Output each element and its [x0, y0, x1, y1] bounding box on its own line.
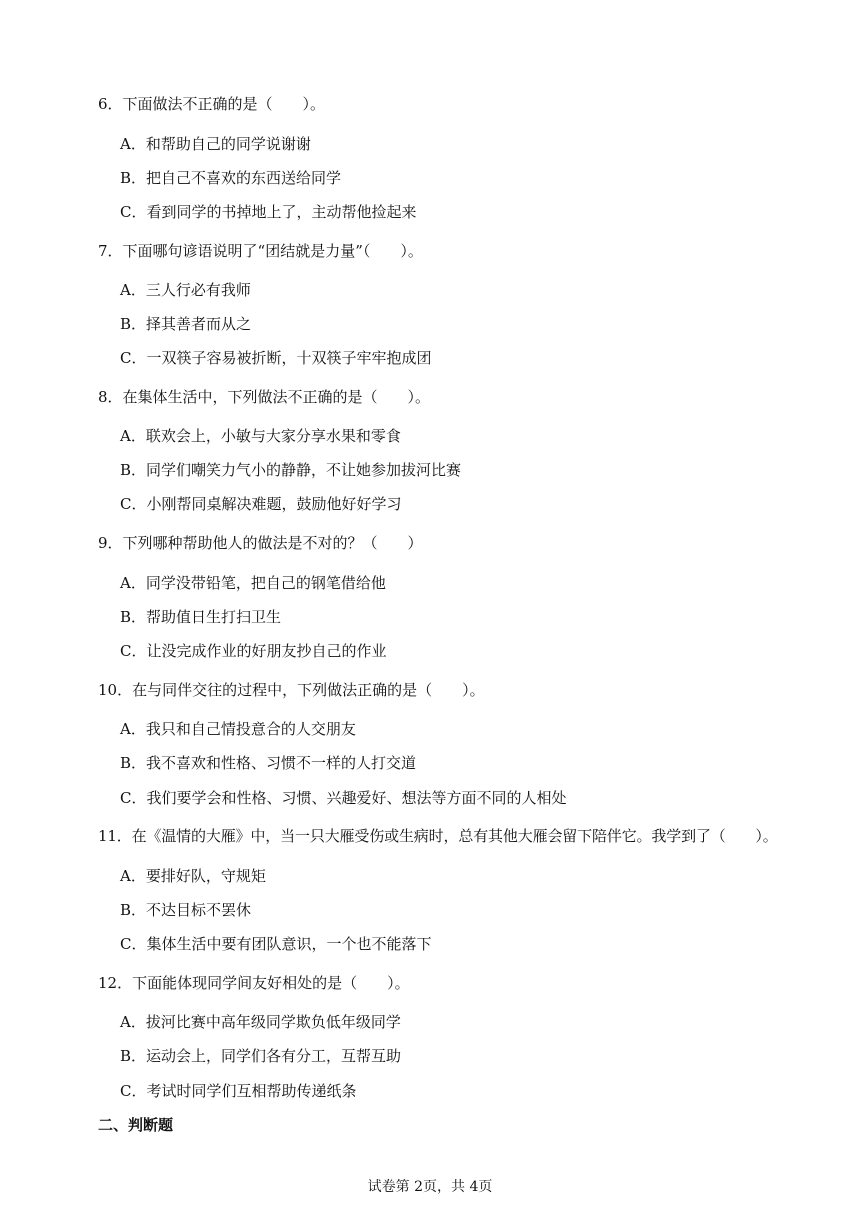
question-10-option-b: B．我不喜欢和性格、习惯不一样的人打交道: [120, 754, 417, 772]
question-7-option-c: C．一双筷子容易被折断，十双筷子牢牢抱成团: [120, 349, 432, 367]
question-8-option-c: C．小刚帮同桌解决难题，鼓励他好好学习: [120, 495, 402, 513]
question-12-stem: 12．下面能体现同学间友好相处的是（ ）。: [98, 974, 410, 992]
question-12-option-a: A．拔河比赛中高年级同学欺负低年级同学: [120, 1013, 401, 1031]
page-footer: 试卷第 2页，共 4页: [367, 1179, 493, 1195]
question-11-stem: 11．在《温情的大雁》中，当一只大雁受伤或生病时，总有其他大雁会留下陪伴它。我学到了（ ）。: [98, 827, 778, 845]
question-9-option-c: C．让没完成作业的好朋友抄自己的作业: [120, 642, 387, 660]
question-7-option-b: B．择其善者而从之: [120, 315, 252, 333]
question-9-stem: 9．下列哪种帮助他人的做法是不对的？（ ）: [98, 534, 423, 552]
question-12-option-b: B．运动会上，同学们各有分工，互帮互助: [120, 1047, 402, 1065]
question-10-stem: 10．在与同伴交往的过程中，下列做法正确的是（ ）。: [98, 681, 485, 699]
question-8-option-b: B．同学们嘲笑力气小的静静，不让她参加拔河比赛: [120, 461, 462, 479]
question-10-option-c: C．我们要学会和性格、习惯、兴趣爱好、想法等方面不同的人相处: [120, 789, 567, 807]
section-heading-true-false: 二、判断题: [98, 1116, 174, 1134]
question-8-stem: 8．在集体生活中，下列做法不正确的是（ ）。: [98, 388, 431, 406]
question-8-option-a: A．联欢会上，小敏与大家分享水果和零食: [120, 427, 401, 445]
question-6-option-a: A．和帮助自己的同学说谢谢: [120, 135, 311, 153]
question-7-option-a: A．三人行必有我师: [120, 281, 251, 299]
question-11-option-a: A．要排好队，守规矩: [120, 867, 266, 885]
question-10-option-a: A．我只和自己情投意合的人交朋友: [120, 720, 356, 738]
question-6-option-c: C．看到同学的书掉地上了，主动帮他捡起来: [120, 203, 417, 221]
question-11-option-c: C．集体生活中要有团队意识，一个也不能落下: [120, 935, 432, 953]
question-7-stem: 7．下面哪句谚语说明了“团结就是力量”（ ）。: [98, 242, 423, 260]
question-9-option-a: A．同学没带铅笔，把自己的钢笔借给他: [120, 574, 386, 592]
question-9-option-b: B．帮助值日生打扫卫生: [120, 608, 282, 626]
question-6-option-b: B．把自己不喜欢的东西送给同学: [120, 169, 342, 187]
question-11-option-b: B．不达目标不罢休: [120, 901, 252, 919]
question-6-stem: 6．下面做法不正确的是（ ）。: [98, 95, 326, 113]
question-12-option-c: C．考试时同学们互相帮助传递纸条: [120, 1082, 357, 1100]
